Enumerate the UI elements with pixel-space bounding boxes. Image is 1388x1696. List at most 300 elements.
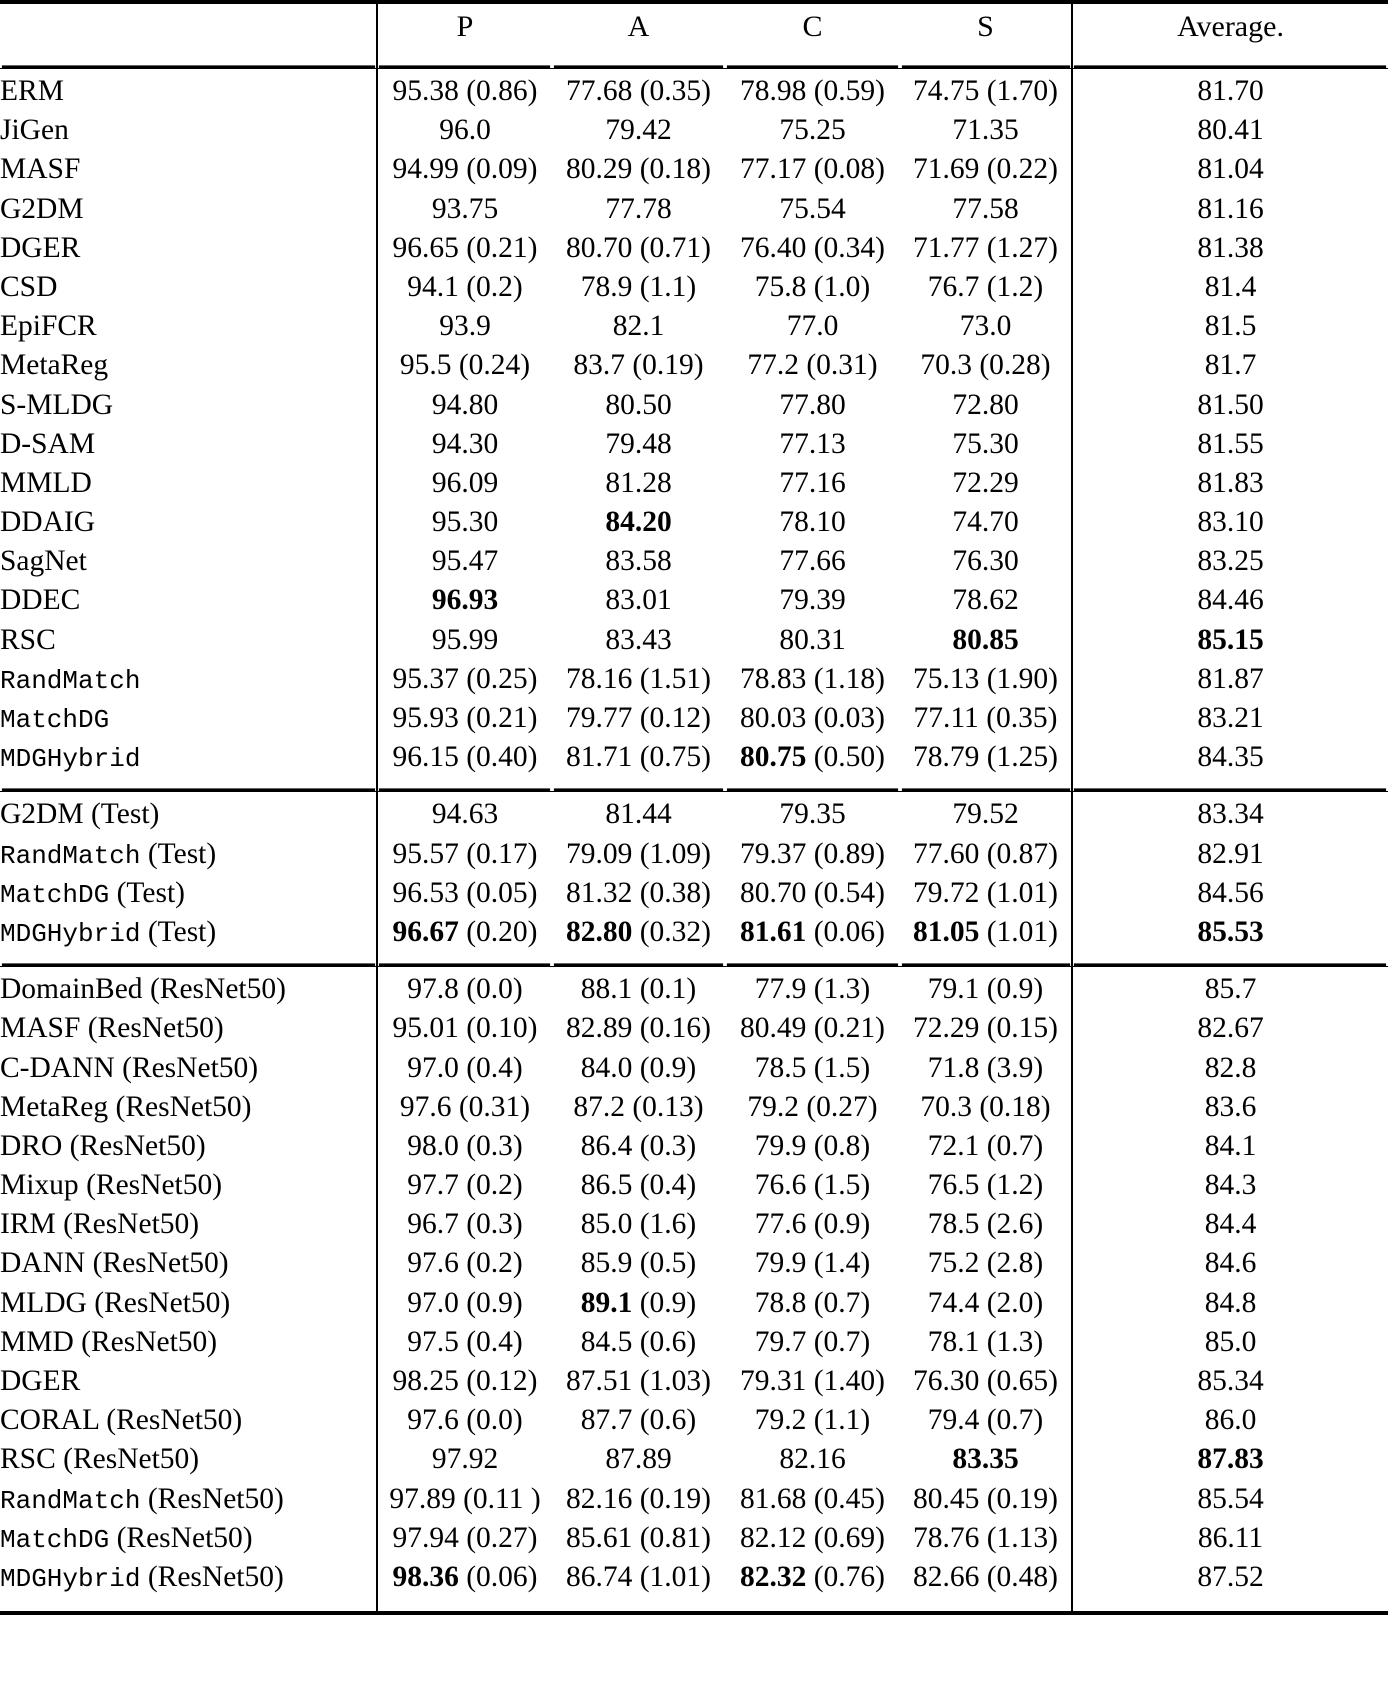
- cell-value: 81.38: [1197, 231, 1264, 264]
- cell-stddev: (0.8): [806, 1129, 871, 1162]
- cell-average: [1072, 876, 1388, 918]
- cell-value: 77.17: [739, 153, 807, 186]
- table-row: [0, 665, 1388, 704]
- cell-p: [377, 77, 552, 116]
- cell-stddev: (0.05): [458, 876, 538, 909]
- table-row: [0, 1445, 1388, 1484]
- cell-value: 70.3: [920, 349, 972, 382]
- cell-a: [552, 1249, 725, 1288]
- method-name-cell: [0, 1482, 377, 1524]
- cell-stddev: (0.2): [458, 1169, 523, 1202]
- cell-value: 75.54: [779, 192, 846, 225]
- cell-value: 81.70: [1197, 75, 1264, 107]
- cell-value: 78.98: [739, 75, 807, 107]
- cell-value: 80.45: [912, 1482, 980, 1515]
- cell-stddev: (0.81): [632, 1521, 712, 1554]
- method-name-suffix: (ResNet50): [140, 1560, 284, 1593]
- cell-stddev: (1.1): [806, 1404, 871, 1437]
- cell-s: [900, 1210, 1072, 1249]
- cell-value: 80.31: [779, 623, 846, 656]
- cell-value: 97.94: [392, 1521, 459, 1554]
- cell-value: 96.65: [392, 231, 459, 264]
- cell-stddev: (0.35): [632, 75, 712, 107]
- cell-stddev: (1.51): [632, 662, 712, 695]
- cell-value: 81.55: [1197, 427, 1264, 460]
- method-name: RandMatch: [0, 840, 141, 871]
- cell-stddev: (0.25): [458, 662, 538, 695]
- method-name: DGER: [0, 231, 81, 264]
- cell-value: 77.13: [779, 427, 846, 460]
- cell-value: 83.34: [1197, 798, 1264, 831]
- cell-stddev: (0.31): [798, 349, 878, 382]
- header-col-average: Average.: [1072, 12, 1388, 69]
- cell-value: 80.85: [952, 623, 1019, 656]
- cell-value: 84.20: [605, 506, 672, 539]
- method-name-cell: [0, 1367, 377, 1406]
- method-name-suffix: (ResNet50): [114, 1051, 259, 1084]
- method-name-cell: [0, 270, 377, 312]
- cell-a: [552, 704, 725, 743]
- table-row: [0, 1210, 1388, 1249]
- cell-value: 78.1: [927, 1325, 980, 1358]
- cell-p: [377, 155, 552, 194]
- cell-value: 84.4: [1204, 1208, 1257, 1241]
- cell-value: 74.4: [927, 1286, 980, 1319]
- cell-value: 94.99: [392, 153, 459, 186]
- method-name-cell: [0, 623, 377, 665]
- method-name-cell: [0, 1249, 377, 1288]
- cell-value: 74.70: [952, 506, 1019, 539]
- method-name: ERM: [0, 75, 64, 107]
- cell-value: 78.5: [754, 1051, 807, 1084]
- cell-s: [900, 547, 1072, 586]
- table-row: [0, 626, 1388, 665]
- spacer-cell: [0, 1602, 377, 1613]
- cell-stddev: (2.8): [979, 1247, 1044, 1280]
- method-name: MASF: [0, 153, 81, 186]
- cell-stddev: (0.3): [632, 1129, 697, 1162]
- cell-average: [1072, 77, 1388, 116]
- cell-value: 80.41: [1197, 114, 1264, 147]
- cell-value: 96.67: [392, 915, 459, 948]
- table-row: [0, 77, 1388, 116]
- table-row: [0, 1485, 1388, 1524]
- cell-value: 79.48: [605, 427, 672, 460]
- cell-stddev: (0.3): [458, 1208, 523, 1241]
- cell-average: [1072, 586, 1388, 625]
- cell-stddev: (0.28): [971, 349, 1051, 382]
- cell-value: 86.11: [1197, 1521, 1264, 1554]
- cell-s: [900, 743, 1072, 782]
- cell-a: [552, 1014, 725, 1053]
- cell-value: 89.1: [580, 1286, 633, 1319]
- cell-stddev: (1.5): [806, 1169, 871, 1202]
- cell-p: [377, 1482, 552, 1524]
- cell-value: 79.31: [739, 1365, 807, 1397]
- header-col-c: C: [802, 10, 823, 43]
- cell-value: 79.2: [754, 1404, 807, 1437]
- cell-p: [377, 800, 552, 839]
- cell-s: [900, 77, 1072, 116]
- cell-value: 81.32: [565, 876, 633, 909]
- method-name: MatchDG: [0, 705, 110, 735]
- cell-s: [900, 915, 1072, 957]
- cell-c: [725, 77, 900, 116]
- cell-c: [725, 623, 900, 665]
- cell-a: [552, 77, 725, 116]
- method-name-suffix: (ResNet50): [142, 973, 286, 1006]
- cell-stddev: (0.86): [458, 75, 538, 107]
- cell-value: 76.7: [927, 270, 980, 303]
- cell-value: 77.16: [779, 466, 846, 499]
- cell-average: [1072, 547, 1388, 586]
- cell-stddev: (0.16): [632, 1012, 712, 1045]
- cell-a: [552, 1090, 725, 1132]
- cell-stddev: (0.21): [806, 1012, 886, 1045]
- cell-a: [552, 116, 725, 155]
- cell-value: 93.9: [439, 310, 491, 343]
- cell-value: 75.25: [779, 114, 846, 147]
- cell-value: 78.5: [927, 1208, 980, 1241]
- method-name-cell: [0, 192, 377, 234]
- cell-stddev: (0.76): [806, 1560, 886, 1593]
- method-name: CSD: [0, 270, 58, 303]
- cell-s: [900, 1560, 1072, 1602]
- cell-stddev: (0.4): [632, 1169, 697, 1202]
- cell-stddev: (0.19): [624, 349, 704, 382]
- spacer-cell: [1072, 782, 1388, 792]
- cell-a: [552, 1521, 725, 1563]
- cell-a: [552, 1367, 725, 1406]
- cell-s: [900, 1445, 1072, 1484]
- cell-value: 79.7: [754, 1325, 807, 1358]
- table-header-row: [0, 12, 1388, 69]
- cell-stddev: (0.2): [458, 1247, 523, 1280]
- table-row: [0, 1524, 1388, 1563]
- cell-stddev: (0.45): [806, 1482, 886, 1515]
- cell-value: 78.83: [739, 662, 807, 695]
- cell-value: 96.7: [407, 1208, 459, 1241]
- table-row: [0, 351, 1388, 390]
- cell-a: [552, 1445, 725, 1484]
- table-row: [0, 155, 1388, 194]
- cell-stddev: (0.34): [806, 231, 886, 264]
- section-spacer: [0, 957, 1388, 967]
- method-name: DGER: [0, 1365, 81, 1397]
- cell-value: 75.13: [912, 662, 980, 695]
- cell-value: 77.78: [605, 192, 672, 225]
- cell-s: [900, 876, 1072, 918]
- cell-value: 85.53: [1197, 915, 1264, 948]
- cell-average: [1072, 1482, 1388, 1524]
- cell-value: 93.75: [431, 192, 499, 225]
- cell-average: [1072, 800, 1388, 839]
- table-row: [0, 743, 1388, 782]
- cell-stddev: (0.19): [632, 1482, 712, 1515]
- cell-stddev: (0.7): [979, 1404, 1044, 1437]
- cell-c: [725, 1325, 900, 1367]
- cell-s: [900, 427, 1072, 469]
- cell-p: [377, 1521, 552, 1563]
- method-name-suffix: (Test): [109, 876, 185, 909]
- cell-average: [1072, 837, 1388, 879]
- cell-c: [725, 547, 900, 586]
- method-name-cell: [0, 1171, 377, 1210]
- cell-stddev: (0.9): [806, 1208, 871, 1241]
- cell-value: 79.35: [779, 798, 846, 831]
- cell-value: 79.9: [754, 1129, 807, 1162]
- cell-value: 70.3: [920, 1090, 972, 1123]
- method-name-cell: [0, 351, 377, 390]
- cell-value: 79.42: [605, 114, 672, 147]
- section-rule-section-test: [0, 792, 1388, 801]
- cell-average: [1072, 1286, 1388, 1328]
- cell-stddev: (0.50): [806, 741, 886, 774]
- cell-s: [900, 116, 1072, 155]
- table-row: [0, 116, 1388, 155]
- cell-s: [900, 1521, 1072, 1563]
- cell-average: [1072, 116, 1388, 155]
- cell-c: [725, 508, 900, 547]
- cell-value: 86.5: [580, 1169, 633, 1202]
- spacer-cell: [900, 1602, 1072, 1613]
- cell-value: 81.83: [1197, 466, 1264, 499]
- cell-value: 83.58: [605, 545, 672, 578]
- cell-value: 98.0: [407, 1129, 459, 1162]
- cell-average: [1072, 1367, 1388, 1406]
- method-name: DRO: [0, 1129, 63, 1162]
- cell-s: [900, 1090, 1072, 1132]
- method-name-suffix: (ResNet50): [98, 1404, 243, 1437]
- method-name-suffix: (Test): [140, 837, 217, 870]
- cell-value: 79.4: [927, 1404, 980, 1437]
- rule-cell: [552, 1613, 725, 1617]
- method-name: MDGHybrid: [0, 744, 141, 775]
- cell-average: [1072, 388, 1388, 430]
- cell-value: 84.46: [1197, 584, 1264, 617]
- cell-p: [377, 1051, 552, 1093]
- method-name: MetaReg: [0, 349, 109, 382]
- cell-value: 94.30: [431, 427, 499, 460]
- cell-value: 83.21: [1197, 702, 1264, 734]
- cell-value: 81.71: [565, 741, 633, 774]
- cell-value: 79.52: [952, 798, 1019, 831]
- method-name-cell: [0, 427, 377, 469]
- spacer-cell: [552, 782, 725, 792]
- table-row: [0, 1249, 1388, 1288]
- cell-s: [900, 155, 1072, 194]
- cell-p: [377, 586, 552, 625]
- cell-stddev: (0.3): [458, 1129, 523, 1162]
- cell-stddev: (1.13): [979, 1521, 1059, 1554]
- table-row: [0, 1406, 1388, 1445]
- cell-value: 96.93: [431, 584, 499, 617]
- spacer-cell: [0, 782, 377, 792]
- cell-stddev: (0.59): [806, 75, 886, 107]
- cell-c: [725, 704, 900, 743]
- cell-value: 80.70: [565, 231, 633, 264]
- cell-value: 80.70: [739, 876, 807, 909]
- cell-value: 84.6: [1204, 1247, 1257, 1280]
- rule-cell: [725, 1613, 900, 1617]
- cell-value: 95.99: [431, 623, 499, 656]
- cell-value: 77.68: [565, 75, 633, 107]
- cell-value: 82.67: [1197, 1012, 1264, 1045]
- cell-value: 81.61: [739, 915, 807, 948]
- cell-average: [1072, 1014, 1388, 1053]
- cell-c: [725, 586, 900, 625]
- cell-s: [900, 231, 1072, 273]
- cell-value: 82.91: [1197, 837, 1264, 870]
- cell-s: [900, 192, 1072, 234]
- cell-stddev: (0.31): [451, 1090, 531, 1123]
- table-row: [0, 547, 1388, 586]
- method-name: G2DM: [0, 798, 84, 831]
- cell-value: 85.9: [580, 1247, 633, 1280]
- cell-value: 77.6: [754, 1208, 807, 1241]
- method-name-suffix: (ResNet50): [78, 1169, 223, 1202]
- cell-c: [725, 351, 900, 390]
- cell-value: 97.92: [431, 1443, 499, 1476]
- cell-value: 96.09: [431, 466, 499, 499]
- cell-p: [377, 1325, 552, 1367]
- method-name-cell: [0, 116, 377, 155]
- cell-value: 97.6: [399, 1090, 452, 1123]
- cell-value: 83.10: [1197, 506, 1264, 539]
- cell-p: [377, 1445, 552, 1484]
- method-name: JiGen: [0, 114, 69, 147]
- cell-value: 97.6: [407, 1247, 459, 1280]
- cell-value: 77.0: [786, 310, 839, 343]
- cell-value: 82.89: [565, 1012, 633, 1045]
- cell-stddev: (0.69): [806, 1521, 886, 1554]
- cell-s: [900, 1129, 1072, 1171]
- method-name-cell: [0, 77, 377, 116]
- cell-s: [900, 312, 1072, 351]
- cell-stddev: (0.65): [979, 1365, 1059, 1397]
- method-name-cell: [0, 1325, 377, 1367]
- cell-c: [725, 1014, 900, 1053]
- cell-stddev: (0.40): [458, 741, 538, 774]
- cell-stddev: (0.38): [632, 876, 712, 909]
- method-name: IRM: [0, 1208, 56, 1241]
- cell-c: [725, 1051, 900, 1093]
- cell-c: [725, 1171, 900, 1210]
- cell-value: 87.83: [1197, 1443, 1264, 1476]
- cell-a: [552, 192, 725, 234]
- cell-value: 78.9: [580, 270, 633, 303]
- cell-p: [377, 1171, 552, 1210]
- cell-value: 86.4: [580, 1129, 633, 1162]
- cell-p: [377, 1129, 552, 1171]
- cell-a: [552, 351, 725, 390]
- cell-value: 98.25: [392, 1365, 459, 1397]
- cell-stddev: (0.10): [458, 1012, 538, 1045]
- cell-value: 97.6: [407, 1404, 459, 1437]
- cell-value: 95.37: [392, 662, 459, 695]
- cell-value: 98.36: [392, 1560, 459, 1593]
- cell-value: 72.80: [952, 388, 1019, 421]
- cell-value: 95.93: [392, 702, 459, 734]
- cell-s: [900, 1051, 1072, 1093]
- table-row: [0, 975, 1388, 1014]
- cell-value: 81.7: [1204, 349, 1257, 382]
- cell-c: [725, 1445, 900, 1484]
- cell-value: 81.68: [739, 1482, 807, 1515]
- cell-value: 84.0: [580, 1051, 633, 1084]
- cell-stddev: (3.9): [979, 1051, 1044, 1084]
- cell-a: [552, 508, 725, 547]
- cell-a: [552, 623, 725, 665]
- spacer-cell: [377, 782, 552, 792]
- cell-s: [900, 1325, 1072, 1367]
- cell-value: 81.4: [1204, 270, 1257, 303]
- cell-value: 81.16: [1197, 192, 1264, 225]
- cell-stddev: (0.22): [979, 153, 1059, 186]
- table-row: [0, 1289, 1388, 1328]
- spacer-cell: [377, 957, 552, 967]
- method-name-cell: [0, 466, 377, 508]
- spacer-cell: [725, 782, 900, 792]
- method-name: EpiFCR: [0, 310, 97, 343]
- cell-value: 77.11: [913, 702, 979, 734]
- cell-stddev: (0.6): [632, 1325, 697, 1358]
- method-name: MMLD: [0, 466, 92, 499]
- spacer-cell: [725, 1602, 900, 1613]
- cell-c: [725, 1521, 900, 1563]
- spacer-cell: [552, 1602, 725, 1613]
- cell-value: 96.15: [392, 741, 459, 774]
- rule-cell: [0, 2, 377, 12]
- cell-s: [900, 704, 1072, 743]
- spacer-cell: [900, 782, 1072, 792]
- cell-stddev: (0.5): [632, 1247, 697, 1280]
- method-name: SagNet: [0, 545, 87, 578]
- method-name: MMD: [0, 1325, 74, 1358]
- method-name: MDGHybrid: [0, 1563, 141, 1594]
- cell-value: 95.57: [392, 837, 459, 870]
- cell-value: 85.15: [1197, 623, 1264, 656]
- cell-s: [900, 351, 1072, 390]
- method-name: MatchDG: [0, 1524, 110, 1555]
- method-name: DDAIG: [0, 506, 96, 539]
- cell-s: [900, 1171, 1072, 1210]
- method-name: MDGHybrid: [0, 918, 141, 949]
- cell-p: [377, 662, 552, 704]
- cell-s: [900, 1286, 1072, 1328]
- cell-stddev: (0.87): [979, 837, 1059, 870]
- cell-value: 82.66: [912, 1560, 980, 1593]
- section-spacer: [0, 1602, 1388, 1613]
- cell-stddev: (0.35): [978, 702, 1058, 734]
- table-row: [0, 430, 1388, 469]
- cell-average: [1072, 704, 1388, 743]
- cell-average: [1072, 1051, 1388, 1093]
- cell-s: [900, 1482, 1072, 1524]
- cell-value: 76.40: [739, 231, 807, 264]
- cell-p: [377, 915, 552, 957]
- cell-value: 79.37: [739, 837, 807, 870]
- cell-c: [725, 1210, 900, 1249]
- method-name-cell: [0, 1560, 377, 1602]
- cell-stddev: (0.9): [979, 973, 1044, 1006]
- cell-value: 81.04: [1197, 153, 1264, 186]
- cell-value: 74.75: [912, 75, 980, 107]
- cell-value: 87.52: [1197, 1560, 1264, 1593]
- method-name: D-SAM: [0, 427, 96, 460]
- cell-value: 77.58: [952, 192, 1019, 225]
- cell-a: [552, 1129, 725, 1171]
